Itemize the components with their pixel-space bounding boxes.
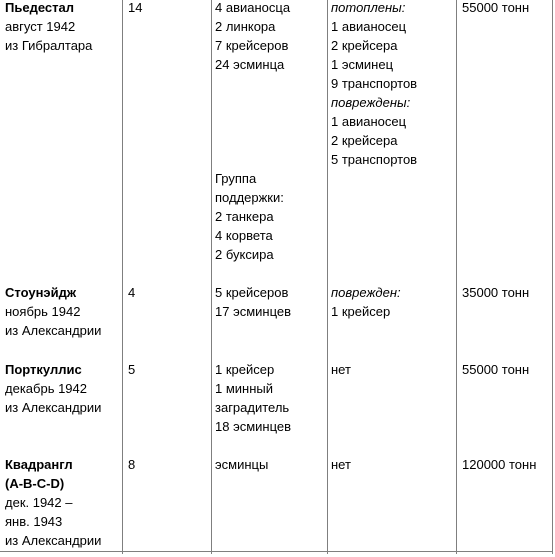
ship-count: 8 [128,457,136,472]
losses-cell: нет [331,457,351,472]
operation-cell [5,360,101,417]
escort-forces [215,283,291,321]
force-item: 24 эсминца [215,57,285,72]
force-item: 5 крейсеров [215,285,289,300]
loss-item: 1 крейсер [331,304,391,319]
ship-count: 4 [128,285,136,300]
losses-cell [331,0,417,169]
operation-cell [5,283,101,340]
force-item: 18 эсминцев [215,419,292,434]
loss-item: 1 эсминец [331,57,394,72]
loss-item: 2 крейсера [331,133,398,148]
losses-cell [331,283,401,321]
loss-item: 1 авианосец [331,19,407,34]
operation-name: Порткуллис [5,362,82,377]
escort-forces [215,0,290,74]
losses-label: поврежден: [331,285,401,300]
operation-date: декабрь 1942 [5,381,87,396]
tonnage: 55000 тонн [462,362,530,377]
losses-label: повреждены: [331,95,411,110]
operation-date: янв. 1943 [5,514,63,529]
support-item: 2 буксира [215,247,274,262]
loss-item: 2 крейсера [331,38,398,53]
force-item: 2 линкора [215,19,276,34]
table-row [0,455,553,551]
operation-origin: из Гибралтара [5,38,93,53]
loss-item: 9 транспортов [331,76,418,91]
force-item: 7 крейсеров [215,38,289,53]
support-item: поддержки: [215,190,284,205]
table-row [0,0,553,278]
escort-forces [215,360,291,436]
operation-cell [5,455,101,550]
losses-cell: нет [331,362,351,377]
force-item: 4 авианосца [215,0,291,15]
operation-origin: из Александрии [5,533,102,548]
operation-name: Квадрангл [5,457,73,472]
force-item: 1 минный [215,381,274,396]
operation-date: дек. 1942 – [5,495,73,510]
operation-name: Пьедестал [5,0,74,15]
operation-name-suffix: (A-B-C-D) [5,476,65,491]
table-row [0,360,553,440]
ship-count: 5 [128,362,136,377]
support-item: Группа [215,171,257,186]
support-item: 4 корвета [215,228,273,243]
operation-origin: из Александрии [5,323,102,338]
support-group [215,169,284,264]
force-item: 1 крейсер [215,362,275,377]
ship-count: 14 [128,0,143,15]
operation-date: август 1942 [5,19,76,34]
operation-date: ноябрь 1942 [5,304,81,319]
table-bottom-border [0,551,553,552]
force-item: 17 эсминцев [215,304,292,319]
table-row [0,283,553,353]
tonnage: 120000 тонн [462,457,537,472]
operation-cell [5,0,92,55]
loss-item: 5 транспортов [331,152,418,167]
operation-origin: из Александрии [5,400,102,415]
support-item: 2 танкера [215,209,274,224]
tonnage: 35000 тонн [462,285,530,300]
force-item: заградитель [215,400,290,415]
operation-name: Стоунэйдж [5,285,77,300]
tonnage: 55000 тонн [462,0,530,15]
loss-item: 1 авианосец [331,114,407,129]
losses-label: потоплены: [331,0,406,15]
escort-forces: эсминцы [215,457,269,472]
